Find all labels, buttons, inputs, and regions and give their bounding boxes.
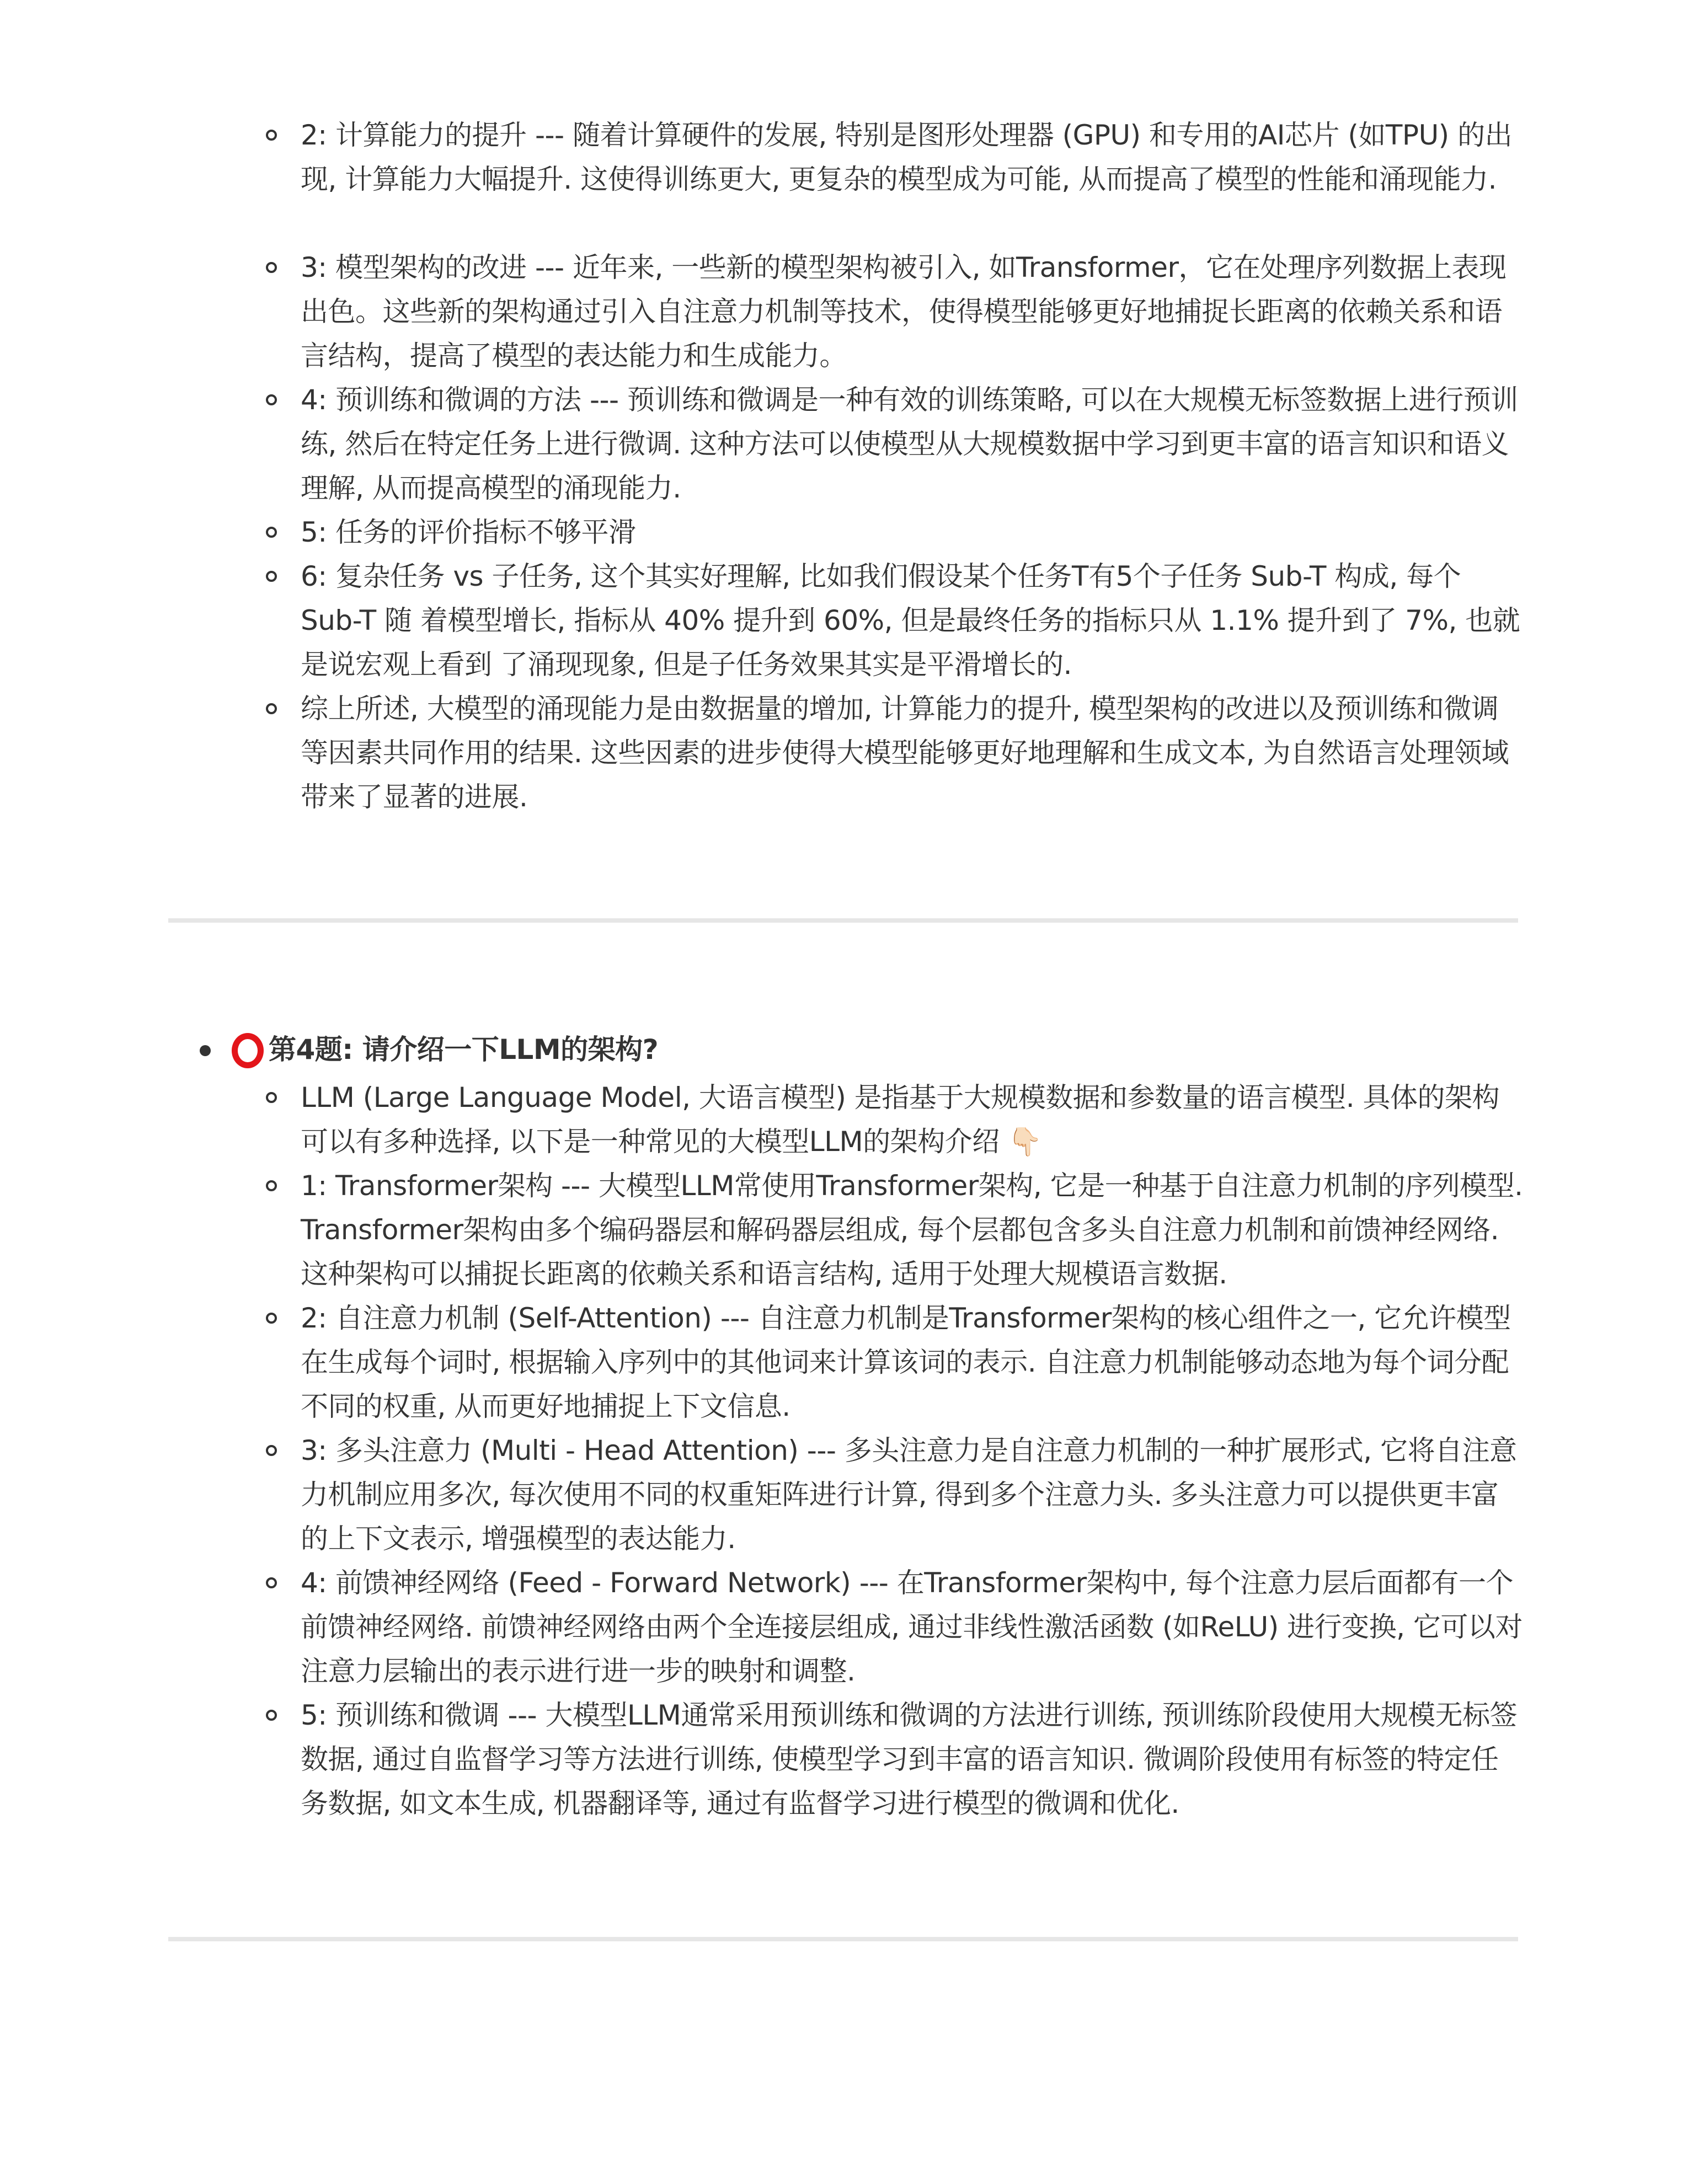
list-item: [0, 1296, 1525, 1428]
prev-section-list: [0, 113, 1688, 819]
list-item-text: 5: 预训练和微调 --- 大模型LLM通常采用预训练和微调的方法进行训练, 预训练阶段使用大规模无标签数据, 通过自监督学习等方法进行训练, 使模型学习到丰富的语言知识. 微调阶段使用有标签的特定任务数据, 如文本生成, 机器翻译等, 通过有监督学习进行模型的微调和优化.: [301, 1699, 1518, 1819]
list-item: [0, 1561, 1525, 1693]
question-heading: [0, 1025, 1688, 1074]
question-title: 第4题: 请介绍一下LLM的架构?: [269, 1034, 659, 1066]
list-item: [0, 1164, 1525, 1296]
circle-bullet-icon: [266, 1710, 277, 1721]
red-circle-icon: [232, 1033, 264, 1068]
section-divider: [168, 918, 1518, 923]
list-item-text: 2: 自注意力机制 (Self-Attention) --- 自注意力机制是Transformer架构的核心组件之一, 它允许模型在生成每个词时, 根据输入序列中的其他词来计算该词的表示. 自注意力机制能够动态地为每个词分配不同的权重, 从而更好地捕捉上下文信息.: [301, 1302, 1511, 1422]
circle-bullet-icon: [266, 527, 277, 538]
list-item: [0, 554, 1525, 687]
pointing-down-hand-icon: 👇🏻: [1008, 1126, 1042, 1158]
circle-bullet-icon: [266, 262, 277, 273]
circle-bullet-icon: [266, 1180, 277, 1191]
circle-bullet-icon: [266, 394, 277, 405]
list-item: [0, 113, 1525, 245]
list-item: [0, 1428, 1525, 1561]
circle-bullet-icon: [266, 1577, 277, 1588]
list-item-text: 4: 前馈神经网络 (Feed - Forward Network) --- 在Transformer架构中, 每个注意力层后面都有一个前馈神经网络. 前馈神经网络由两个全连接层组成, 通过非线性激活函数 (如ReLU) 进行变换, 它可以对注意力层输出的表示进行进一步的映射和调整.: [301, 1567, 1523, 1687]
circle-bullet-icon: [266, 130, 277, 141]
circle-bullet-icon: [266, 571, 277, 582]
section-divider: [168, 1937, 1518, 1941]
list-item-intro: [0, 1075, 1525, 1164]
list-item-text: 6: 复杂任务 vs 子任务, 这个其实好理解, 比如我们假设某个任务T有5个子任务 Sub-T 构成, 每个 Sub-T 随 着模型增长, 指标从 40% 提升到 60%, 但是最终任务的指标只从 1.1% 提升到了 7%, 也就是说宏观上看到 了涌现现象, 但是子任务效果其实是平滑增长的.: [301, 560, 1520, 681]
list-item-text: 2: 计算能力的提升 --- 随着计算硬件的发展, 特别是图形处理器 (GPU) 和专用的AI芯片 (如TPU) 的出现, 计算能力大幅提升. 这使得训练更大, 更复杂的模型成为可能, 从而提高了模型的性能和涌现能力.: [301, 119, 1513, 195]
question4-list: [0, 1075, 1688, 1826]
list-item: [0, 510, 1525, 554]
list-item-text: 3: 模型架构的改进 --- 近年来, 一些新的模型架构被引入, 如Transformer，它在处理序列数据上表现出色。这些新的架构通过引入自注意力机制等技术，使得模型能够更好地捕捉长距离的依赖关系和语言结构，提高了模型的表达能力和生成能力。: [301, 251, 1507, 372]
circle-bullet-icon: [266, 1445, 277, 1456]
list-item-text: 1: Transformer架构 --- 大模型LLM常使用Transformer架构, 它是一种基于自注意力机制的序列模型. Transformer架构由多个编码器层和解码器层组成, 每个层都包含多头自注意力机制和前馈神经网络. 这种架构可以捕捉长距离的依赖关系和语言结构, 适用于处理大规模语言数据.: [301, 1170, 1523, 1290]
list-item: [0, 687, 1525, 819]
circle-bullet-icon: [266, 703, 277, 714]
intro-text: LLM (Large Language Model, 大语言模型) 是指基于大规模数据和参数量的语言模型. 具体的架构可以有多种选择, 以下是一种常见的大模型LLM的架构介绍: [301, 1082, 1500, 1158]
list-item-text: 4: 预训练和微调的方法 --- 预训练和微调是一种有效的训练策略, 可以在大规模无标签数据上进行预训练, 然后在特定任务上进行微调. 这种方法可以使模型从大规模数据中学习到更丰富的语言知识和语义理解, 从而提高模型的涌现能力.: [301, 384, 1518, 504]
circle-bullet-icon: [266, 1313, 277, 1324]
list-item: [0, 1693, 1525, 1826]
list-item-text: 3: 多头注意力 (Multi - Head Attention) --- 多头注意力是自注意力机制的一种扩展形式, 它将自注意力机制应用多次, 每次使用不同的权重矩阵进行计算, 得到多个注意力头. 多头注意力可以提供更丰富的上下文表示, 增强模型的表达能力.: [301, 1434, 1517, 1555]
disc-bullet-icon: [200, 1045, 211, 1056]
list-item: [0, 378, 1525, 510]
list-item-text: 综上所述, 大模型的涌现能力是由数据量的增加, 计算能力的提升, 模型架构的改进以及预训练和微调等因素共同作用的结果. 这些因素的进步使得大模型能够更好地理解和生成文本, 为自然语言处理领域带来了显著的进展.: [301, 693, 1509, 813]
list-item-text: 5: 任务的评价指标不够平滑: [301, 516, 636, 548]
circle-bullet-icon: [266, 1092, 277, 1103]
list-item: [0, 245, 1525, 378]
